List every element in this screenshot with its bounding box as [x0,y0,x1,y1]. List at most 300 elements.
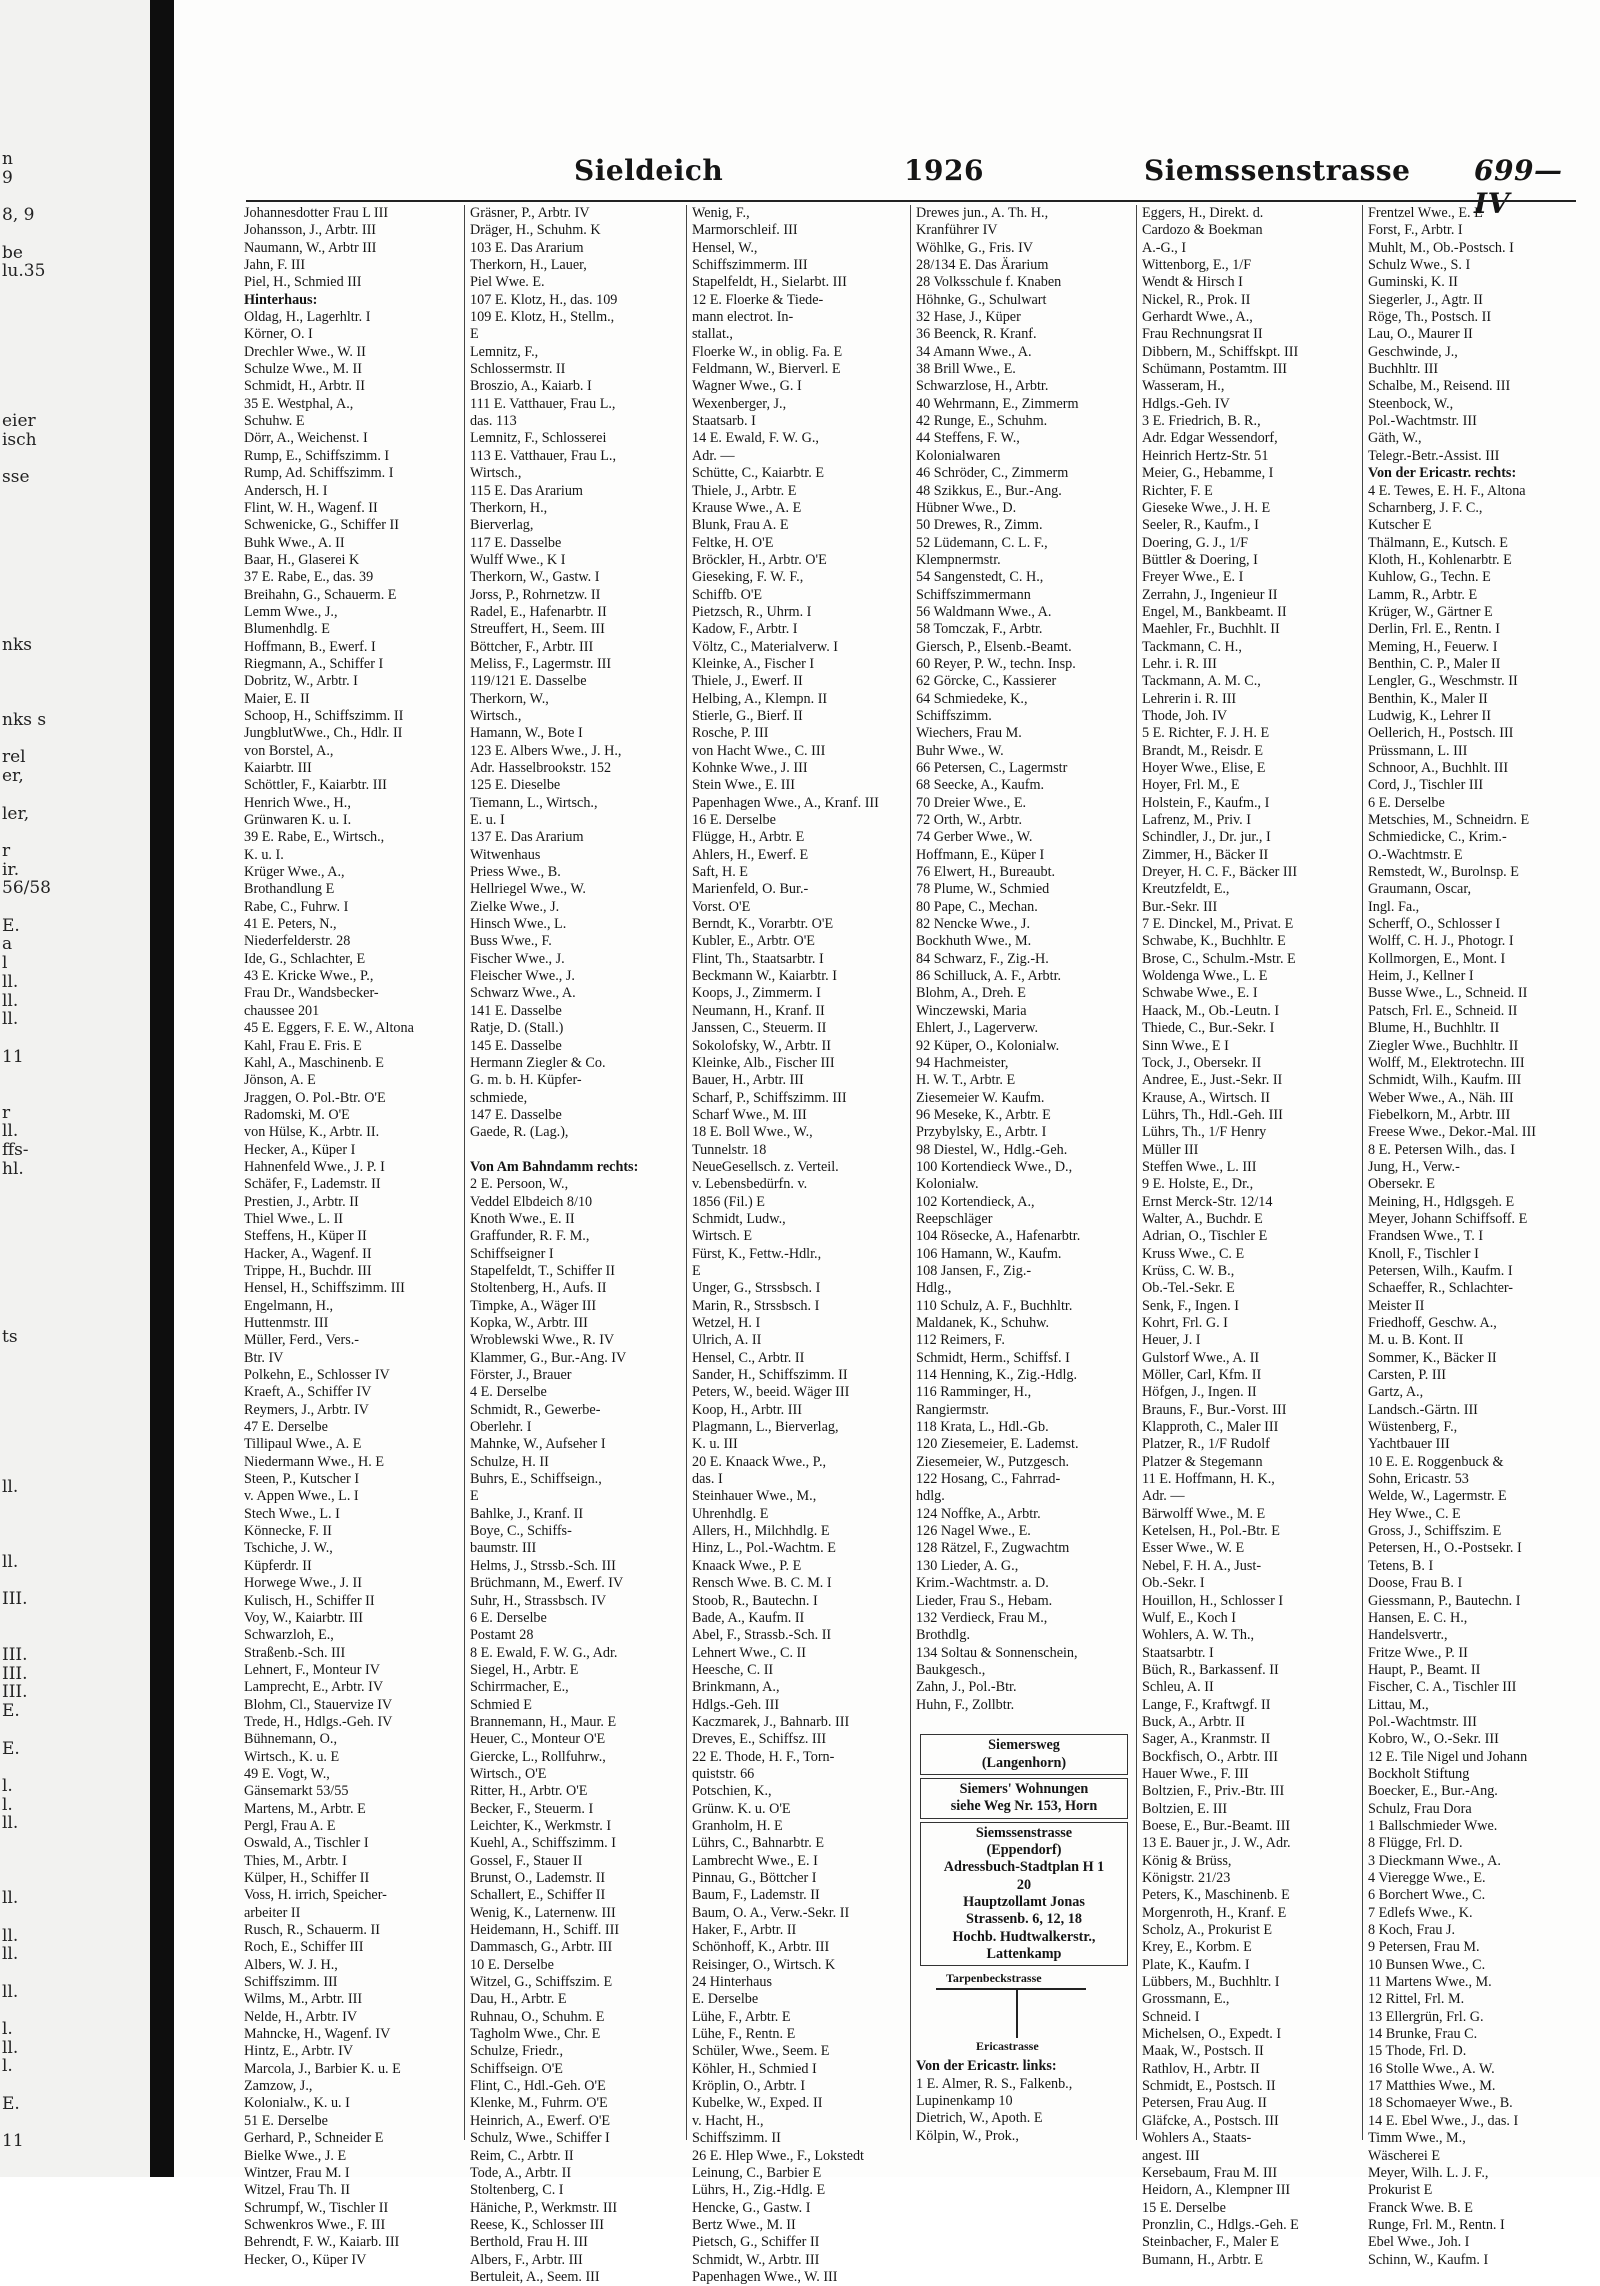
directory-entry: Papenhagen Wwe., W. III [692,2268,838,2285]
directory-entry: Morgenroth, H., Kranf. E [1142,1904,1287,1921]
directory-entry: Baum, O. A., Verw.-Sekr. II [692,1904,850,1921]
directory-entry: Wirtsch., O'E [470,1765,547,1782]
directory-entry: Polkehn, E., Schlosser IV [244,1367,390,1384]
directory-entry: Abel, F., Strassb.-Sch. II [692,1627,832,1644]
directory-entry: Lübbers, M., Buchhltr. I [1142,1974,1280,1991]
directory-entry: das. 113 [470,413,517,430]
directory-entry: Stoltenberg, C. I [470,2182,564,2199]
directory-entry: Schiffszimm. II [692,2130,781,2147]
directory-entry: Maak, W., Postsch. II [1142,2043,1264,2060]
directory-entry: Tunnelstr. 18 [692,1141,767,1158]
directory-entry: 11 Martens Wwe., M. [1368,1974,1492,1991]
directory-entry: Stoltenberg, H., Aufs. II [470,1280,607,1297]
directory-entry: 36 Beenck, R. Kranf. [916,326,1037,343]
directory-entry: Beckmann W., Kaiarbtr. I [692,968,837,985]
directory-entry: Hinz, L., Pol.-Wachtm. E [692,1540,836,1557]
directory-entry: Kersebaum, Frau M. III [1142,2164,1278,2181]
directory-entry: Nebel, F. H. A., Just- [1142,1557,1262,1574]
directory-entry: Stech Wwe., L. I [244,1505,340,1522]
directory-entry: 37 E. Rabe, E., das. 39 [244,569,374,586]
directory-entry: 134 Soltau & Sonnenschein, [916,1644,1078,1661]
directory-entry: Küpferdr. II [244,1557,312,1574]
directory-entry: Straßenb.-Sch. III [244,1644,346,1661]
directory-entry: Böttcher, F., Arbtr. III [470,638,594,655]
directory-entry: Granholm, H. E [692,1817,783,1834]
directory-entry: Hensel, C., Arbtr. II [692,1349,805,1366]
directory-entry: Woldenga Wwe., L. E [1142,968,1268,985]
directory-entry: Lengler, G., Weschmstr. II [1368,673,1518,690]
directory-entry: Welde, W., Lagermstr. E [1368,1488,1507,1505]
directory-entry: 94 Hachmeister, [916,1054,1009,1071]
directory-entry: Gerhardt Wwe., A., [1142,309,1253,326]
directory-entry: Suhr, H., Strassbsch. IV [470,1592,607,1609]
directory-entry: Lehnert Wwe., C. II [692,1644,806,1661]
directory-entry: Witzel, Frau Th. II [244,2182,350,2199]
directory-entry: Kleinke, A., Fischer I [692,655,815,672]
directory-entry: Krüger Wwe., A., [244,864,345,881]
directory-entry: Rangiermstr. [916,1401,989,1418]
directory-entry: 24 Hinterhaus [692,1974,772,1991]
directory-entry: Schmidt, H., Arbtr. II [244,378,365,395]
directory-entry: Baar, H., Glaserei K [244,551,360,568]
directory-entry: Schmidt, E., Postsch. II [1142,2078,1276,2095]
directory-entry: Lemnitz, F., Schlosserei [470,430,607,447]
directory-entry: Häniche, P., Werkmstr. III [470,2199,618,2216]
prev-page-fragment: E. [2,1701,20,1722]
directory-entry: Hecker, O., Küper IV [244,2251,367,2268]
directory-entry: 58 Tomczak, F., Arbtr. [916,621,1043,638]
directory-entry: Rathlov, H., Arbtr. II [1142,2060,1260,2077]
directory-entry: Flint, C., Hdl.-Geh. O'E [470,2078,606,2095]
directory-entry: Marienfeld, O. Bur.- [692,881,809,898]
directory-entry: Schaeffer, R., Schlachter- [1368,1280,1514,1297]
directory-entry: Ziesemeier W. Kaufm. [916,1089,1045,1106]
directory-entry: Kopka, W., Arbtr. III [470,1315,588,1331]
directory-entry: H. W. T., Arbtr. E [916,1072,1016,1089]
directory-entry: 13 Ellergrün, Frl. G. [1368,2008,1484,2025]
directory-entry: Albers, F., Arbtr. III [470,2251,583,2268]
directory-entry: Buhk Wwe., A. II [244,534,345,551]
directory-entry: 18 E. Boll Wwe., W., [692,1124,813,1141]
directory-entry: Ziegler Wwe., Buchhltr. II [1368,1037,1519,1054]
column-divider [910,205,911,2140]
directory-entry: 2 E. Persoon, W., [470,1176,569,1193]
directory-entry: 78 Plume, W., Schmied [916,881,1050,898]
directory-entry: Feldmann, W., Bierverl. E [692,361,841,378]
directory-entry: Bertz Wwe., M. II [692,2216,796,2233]
directory-entry: Thälmann, E., Kutsch. E [1368,534,1508,551]
header-year: 1926 [904,154,984,187]
column-divider [1362,205,1363,2140]
directory-entry: Berndt, K., Vorarbtr. O'E [692,916,834,933]
directory-entry: 42 Runge, E., Schuhm. [916,413,1048,430]
directory-entry: Schmidt, R., Gewerbe- [470,1401,601,1418]
directory-entry: Brothandlung E [244,881,335,898]
prev-page-fragment: n [2,149,13,169]
directory-entry: Wirtsch., K. u. E [244,1748,340,1765]
map-road-line [1016,1988,1018,2038]
directory-entry: Thiede, C., Bur.-Sekr. I [1142,1020,1275,1037]
map-street-label: Tarpenbeckstrasse [946,1971,1042,1986]
directory-entry: 45 E. Eggers, F. E. W., Altona [244,1020,414,1037]
directory-entry: Schiffszimm. III [244,1974,338,1991]
directory-entry: Lührs, H., Zig.-Hdlg. E [692,2182,826,2199]
directory-entry: Ernst Merck-Str. 12/14 [1142,1193,1273,1210]
directory-entry: Thode, Joh. IV [1142,707,1228,724]
directory-entry: Baukgesch., [916,1661,986,1678]
directory-entry: 54 Sangenstedt, C. H., [916,569,1044,586]
directory-entry: Frau Rechnungsrat II [1142,326,1263,343]
directory-entry: Kahl, A., Maschinenb. E [244,1054,384,1071]
directory-entry: Radomski, M. O'E [244,1106,350,1123]
directory-entry: Ehlert, J., Lagerverw. [916,1020,1038,1037]
directory-entry: Bröckler, H., Arbtr. O'E [692,551,827,568]
directory-entry: Schäfer, F., Lademstr. II [244,1176,381,1193]
directory-entry: Roch, E., Schiffer III [244,1939,364,1956]
directory-entry: Lamm, R., Arbtr. E [1368,586,1478,603]
directory-entry [916,1714,1132,1731]
directory-entry: Grünwaren K. u. I. [244,812,352,829]
prev-page-fragment: nks [2,635,32,656]
directory-entry: 49 E. Vogt, W., [244,1765,330,1782]
directory-entry: Tetens, B. I [1368,1557,1434,1574]
box-line: Siemssenstrasse [975,1824,1073,1841]
directory-entry: Marmorschleif. III [692,222,798,239]
directory-entry: Tagholm Wwe., Chr. E [470,2026,601,2043]
directory-entry: Adr. Hasselbrookstr. 152 [470,760,612,776]
directory-entry: Patsch, Frl. E., Schneid. II [1368,1002,1518,1019]
directory-entry: Brunst, O., Lademstr. II [470,1870,606,1886]
directory-entry: Schiffseigner I [470,1245,554,1262]
directory-entry: Pergl, Frau A. E [244,1817,336,1834]
directory-entry: Baum, F., Lademstr. II [692,1887,820,1904]
directory-entry: 6 E. Derselbe [1368,794,1445,811]
directory-entry: Kulisch, H., Schiffer II [244,1592,375,1609]
directory-entry: 116 Ramminger, H., [916,1384,1032,1401]
directory-entry: Meier, G., Hebamme, I [1142,465,1274,482]
directory-entry: Hellriegel Wwe., W. [470,881,586,898]
directory-entry: Witwenhaus [470,846,541,863]
directory-entry: Brinkmann, A., [692,1679,780,1696]
directory-entry: Blohm, Cl., Stauervize IV [244,1696,393,1713]
directory-entry: Kaczmarek, J., Bahnarb. III [692,1713,850,1730]
directory-entry: Hamann, W., Bote I [470,725,583,742]
directory-entry: Marcola, J., Barbier K. u. E [244,2060,401,2077]
directory-entry: Lemnitz, F., [470,343,539,360]
directory-entry: Schrumpf, W., Tischler II [244,2199,389,2216]
directory-entry: Wendt & Hirsch I [1142,274,1243,291]
directory-entry: 118 Krata, L., Hdl.-Gb. [916,1419,1049,1436]
directory-entry: Ratje, D. (Stall.) [470,1020,564,1037]
directory-entry: JungblutWwe., Ch., Hdlr. II [244,725,403,742]
directory-entry: Timpke, A., Wäger III [470,1297,597,1314]
prev-page-fragment: 11 [2,2131,24,2152]
directory-entry: quiststr. 66 [692,1765,755,1782]
directory-entry: 102 Kortendieck, A., [916,1193,1035,1210]
directory-entry: Klammer, G., Bur.-Ang. IV [470,1349,627,1366]
directory-entry: Telegr.-Betr.-Assist. III [1368,447,1500,464]
directory-entry: Petersen, Wilh., Kaufm. I [1368,1262,1513,1279]
column-4 [916,205,1132,2145]
directory-entry: 60 Reyer, P. W., techn. Insp. [916,655,1076,672]
column-divider [464,205,465,2140]
directory-entry: Wolff, M., Elektrotechn. III [1368,1054,1525,1071]
directory-entry: Michelsen, O., Expedt. I [1142,2026,1282,2043]
directory-entry: Scharf, P., Schiffszimm. III [692,1089,847,1106]
directory-entry: Haker, F., Arbtr. II [692,1922,797,1939]
directory-entry: Behrendt, F. W., Kaiarb. III [244,2234,400,2251]
directory-entry: 51 E. Derselbe [244,2112,328,2129]
directory-entry: Körner, O. I [244,326,313,343]
directory-entry: Wiechers, Frau M. [916,725,1022,742]
directory-entry: Guminski, K. II [1368,274,1458,291]
prev-page-fragment: be [2,242,23,263]
directory-entry: 106 Hamann, W., Kaufm. [916,1245,1062,1262]
directory-entry: E [470,326,479,343]
directory-entry: Oellerich, H., Postsch. III [1368,725,1514,742]
directory-entry: Zimmer, H., Bäcker II [1142,846,1269,863]
directory-entry: Knoll, F., Tischler I [1368,1245,1479,1262]
directory-entry: 12 E. Tile Nigel und Johann [1368,1748,1528,1765]
prev-page-fragment: 9 [2,167,13,188]
directory-entry: Piel Wwe. E. [470,274,545,291]
directory-entry: Nelde, H., Arbtr. IV [244,2008,358,2025]
directory-entry: Wittenborg, E., 1/F [1142,257,1252,274]
directory-entry: 8 Koch, Frau J. [1368,1922,1456,1939]
directory-entry: Wetzel, H. I [692,1315,761,1331]
directory-entry: Lührs, C., Bahnarbtr. E [692,1835,825,1852]
directory-entry: Niederfelderstr. 28 [244,933,351,950]
directory-entry: Adr. Edgar Wessendorf, [1142,430,1278,447]
prev-page-fragment: III. [2,1588,28,1609]
directory-entry: Ziesemeier, W., Putzgesch. [916,1453,1070,1470]
directory-entry: Bade, A., Kaufm. II [692,1609,805,1626]
street-reference-box [920,1734,1128,1775]
prev-page-fragment: isch [2,429,37,450]
directory-entry: 120 Ziesemeier, E. Lademst. [916,1436,1079,1453]
directory-entry: Sohn, Ericastr. 53 [1368,1471,1469,1488]
directory-entry: Muhlt, M., Ob.-Postsch. I [1368,239,1514,256]
directory-entry: 9 Petersen, Frau M. [1368,1939,1480,1956]
directory-entry: 41 E. Peters, N., [244,916,337,933]
directory-entry: Stierle, G., Bierf. II [692,707,803,724]
directory-entry: Meister II [1368,1297,1425,1314]
directory-entry: Heidorn, A., Klempner III [1142,2182,1291,2199]
directory-entry: Feltke, H. O'E [692,534,774,551]
prev-page-fragment: rel [2,747,26,768]
directory-entry: Gänsemarkt 53/55 [244,1783,349,1800]
directory-entry: Pietsch, G., Schiffer II [692,2234,820,2251]
directory-entry: Gäth, W., [1368,430,1422,447]
directory-entry: Handelsvertr., [1368,1627,1448,1644]
directory-entry: 100 Kortendieck Wwe., D., [916,1158,1073,1175]
directory-entry: Heidemann, H., Schiff. III [470,1922,620,1939]
directory-entry: Heuer, C., Monteur O'E [470,1731,606,1748]
directory-entry: O.-Wachtmstr. E [1368,846,1463,863]
directory-entry: 44 Steffens, F. W., [916,430,1020,447]
directory-entry: Staatsarbtr. I [1142,1644,1214,1661]
directory-entry: Remstedt, W., Burolnsp. E [1368,864,1519,881]
directory-entry: Mahncke, H., Wagenf. IV [244,2026,391,2043]
directory-entry: Jorss, P., Rohrnetzw. II [470,586,601,603]
directory-entry: Schmidt, W., Arbtr. III [692,2251,820,2268]
directory-entry: Benthin, C. P., Maler II [1368,655,1501,672]
directory-entry: Wohlers A., Staats- [1142,2130,1252,2147]
directory-entry: Bahlke, J., Kranf. II [470,1505,584,1522]
directory-entry: K. u. I. [244,846,284,863]
box-line: 20 [1016,1876,1032,1893]
directory-entry: Richter, F. E [1142,482,1213,499]
directory-entry: Bühnemann, O., [244,1731,337,1748]
column-3 [692,205,906,2285]
directory-entry: Boese, E., Bur.-Beamt. III [1142,1817,1291,1834]
directory-entry: Kubelke, W., Exped. II [692,2095,823,2112]
directory-entry: Kleinke, Alb., Fischer III [692,1054,835,1071]
directory-entry: Oberlehr. I [470,1419,532,1436]
directory-entry: 119/121 E. Dasselbe [470,673,587,690]
directory-entry: Lieder, Frau S., Hebam. [916,1592,1053,1609]
directory-entry: Schleu, A. II [1142,1679,1214,1696]
directory-entry: Hoffmann, E., Küper I [916,846,1045,863]
directory-entry: Brannemann, H., Maur. E [470,1713,617,1730]
directory-entry: Nickel, R., Prok. II [1142,291,1251,308]
directory-entry: Meyer, Wilh. L. J. F., [1368,2164,1489,2181]
directory-entry: Bärwolff Wwe., M. E [1142,1505,1266,1522]
directory-entry: 9 E. Holste, E., Dr., [1142,1176,1254,1193]
directory-entry: Frau Dr., Wandsbecker- [244,985,379,1002]
directory-entry: 11 E. Hoffmann, H. K., [1142,1471,1275,1488]
directory-entry: Sinn Wwe., E I [1142,1037,1229,1054]
directory-entry: Maldanek, K., Schuhw. [916,1315,1050,1331]
directory-entry: Lühe, F., Arbtr. E [692,2008,791,2025]
directory-entry: Krause, A., Wirtsch. II [1142,1089,1271,1106]
directory-entry: Brüchmann, M., Ewerf. IV [470,1575,624,1592]
directory-entry: Fleischer Wwe., J. [470,968,575,985]
directory-entry: Tackmann, A. M. C., [1142,673,1261,690]
directory-entry: Schmidt, Wilh., Kaufm. III [1368,1072,1522,1089]
directory-entry: Hermann Ziegler & Co. [470,1054,606,1071]
directory-entry: Flint, Th., Staatsarbtr. I [692,950,824,967]
directory-entry: Witzel, G., Schiffszim. E [470,1974,613,1991]
box-line: Adressbuch-Stadtplan H 1 [943,1859,1105,1876]
prev-page-fragment: hl. [2,1158,24,1179]
directory-entry: Kohrt, Frl. G. I [1142,1315,1228,1331]
directory-entry: 125 E. Dieselbe [470,777,561,794]
directory-entry: 22 E. Thode, H. F., Torn- [692,1748,835,1765]
directory-entry: Floerke W., in oblig. Fa. E [692,343,843,360]
directory-entry: Dau, H., Arbtr. E [470,1991,567,2008]
directory-entry: Steen, P., Kutscher I [244,1471,360,1488]
directory-entry: Grossmann, E., [1142,1991,1230,2008]
directory-entry: Unger, G., Strssbsch. I [692,1280,821,1297]
directory-entry: 40 Wehrmann, E., Zimmerm [916,395,1079,412]
directory-entry: chaussee 201 [244,1002,320,1019]
directory-entry: Franck Wwe. B. E [1368,2199,1473,2216]
directory-entry: Schindler, J., Dr. jur., I [1142,829,1271,846]
directory-entry: Schönhoff, K., Arbtr. III [692,1939,830,1956]
directory-entry: Oswald, A., Tischler I [244,1835,369,1852]
directory-entry: 84 Schwarz, F., Zig.-H. [916,950,1049,967]
box-line: Hauptzollamt Jonas [963,1894,1085,1910]
directory-entry: Tschiche, J. W., [244,1540,333,1557]
column-2 [470,205,682,2285]
directory-entry: Schwabe, K., Buchhltr. E [1142,933,1286,950]
directory-entry: Stapelfeldt, H., Sielarbt. III [692,274,847,291]
directory-entry: Jahn, F. III [244,257,306,274]
directory-entry: Platzer, R., 1/F Rudolf [1142,1436,1270,1453]
directory-entry: Kadow, F., Arbtr. I [692,621,798,638]
directory-entry: Kohnke Wwe., J. III [692,760,808,776]
directory-entry: Ingl. Fa., [1368,898,1420,915]
directory-entry: 6 E. Derselbe [470,1609,547,1626]
directory-entry: 112 Reimers, F. [916,1332,1005,1349]
directory-entry: Schöttler, F., Kaiarbtr. III [244,777,387,794]
directory-entry: 109 E. Klotz, H., Stellm., [470,309,615,326]
directory-entry: Wulff Wwe., K I [470,551,566,568]
directory-entry: Lemm Wwe., J., [244,603,338,620]
street-sketch-map [916,1970,1132,2054]
prev-page-fragment: ts [2,1327,18,1348]
directory-entry: Könnecke, F. II [244,1523,332,1540]
directory-entry: baumstr. III [470,1540,537,1557]
box-line: (Langenhorn) [981,1754,1067,1771]
directory-entry: Steinhauer Wwe., M., [692,1488,817,1505]
directory-entry: Reepschläger [916,1210,993,1227]
directory-entry: Metschies, M., Schneidrn. E [1368,812,1530,829]
previous-page-edge [0,0,150,2177]
directory-entry: Giersch, P., Elsenb.-Beamt. [916,638,1072,655]
directory-entry: Tiemann, L., Wirtsch., [470,794,598,811]
directory-entry: Ob.-Sekr. I [1142,1575,1205,1592]
directory-entry: Müller, Ferd., Vers.- [244,1332,360,1349]
directory-entry: Scherff, O., Schlosser I [1368,916,1501,933]
directory-entry: 104 Rösecke, A., Hafenarbtr. [916,1228,1081,1245]
prev-page-fragment: ll. [2,990,19,1011]
directory-entry: 3 Dieckmann Wwe., A. [1368,1852,1501,1869]
prev-page-fragment: ll. [2,1813,19,1834]
directory-entry: Kubler, E., Arbtr. O'E [692,933,815,950]
directory-entry: Doose, Frau B. I [1368,1575,1463,1592]
directory-entry: das. I [692,1471,723,1488]
directory-entry: Buss Wwe., F. [470,933,552,950]
directory-entry: Hoyer, Frl. M., E [1142,777,1240,794]
directory-entry: Rusch, R., Schauerm. II [244,1922,380,1939]
prev-page-fragment: ll. [2,1476,19,1497]
directory-entry: Peters, K., Maschinenb. E [1142,1887,1290,1904]
directory-entry: Kröplin, O., Arbtr. I [692,2078,806,2095]
directory-entry: Timm Wwe., M., [1368,2130,1466,2147]
directory-entry: Wirtsch., [470,465,522,482]
directory-entry: Ide, G., Schlachter, E [244,950,366,967]
directory-entry: 113 E. Vatthauer, Frau L., [470,447,617,464]
directory-entry: Carsten, P. III [1368,1367,1447,1384]
directory-entry: Helms, J., Strssb.-Sch. III [470,1557,616,1574]
prev-page-fragment: ler, [2,803,30,824]
directory-entry: Steenbock, W., [1368,395,1454,412]
directory-entry: Kreutzfeldt, E., [1142,881,1230,898]
directory-entry: Schulze, H. II [470,1453,549,1470]
directory-entry: 70 Dreier Wwe., E. [916,794,1027,811]
directory-entry: NeueGesellsch. z. Verteil. [692,1158,839,1175]
directory-entry: Thiele, J., Ewerf. II [692,673,803,690]
directory-entry: Büttler & Doering, I [1142,551,1258,568]
directory-entry: Meliss, F., Lagermstr. III [470,655,612,672]
prev-page-fragment: l. [2,2056,13,2077]
directory-entry: Engelmann, H., [244,1297,334,1314]
directory-entry: 16 E. Derselbe [692,812,776,829]
directory-entry: Hdlgs.-Geh. III [692,1696,780,1713]
directory-entry: Albers, W. J. H., [244,1956,338,1973]
